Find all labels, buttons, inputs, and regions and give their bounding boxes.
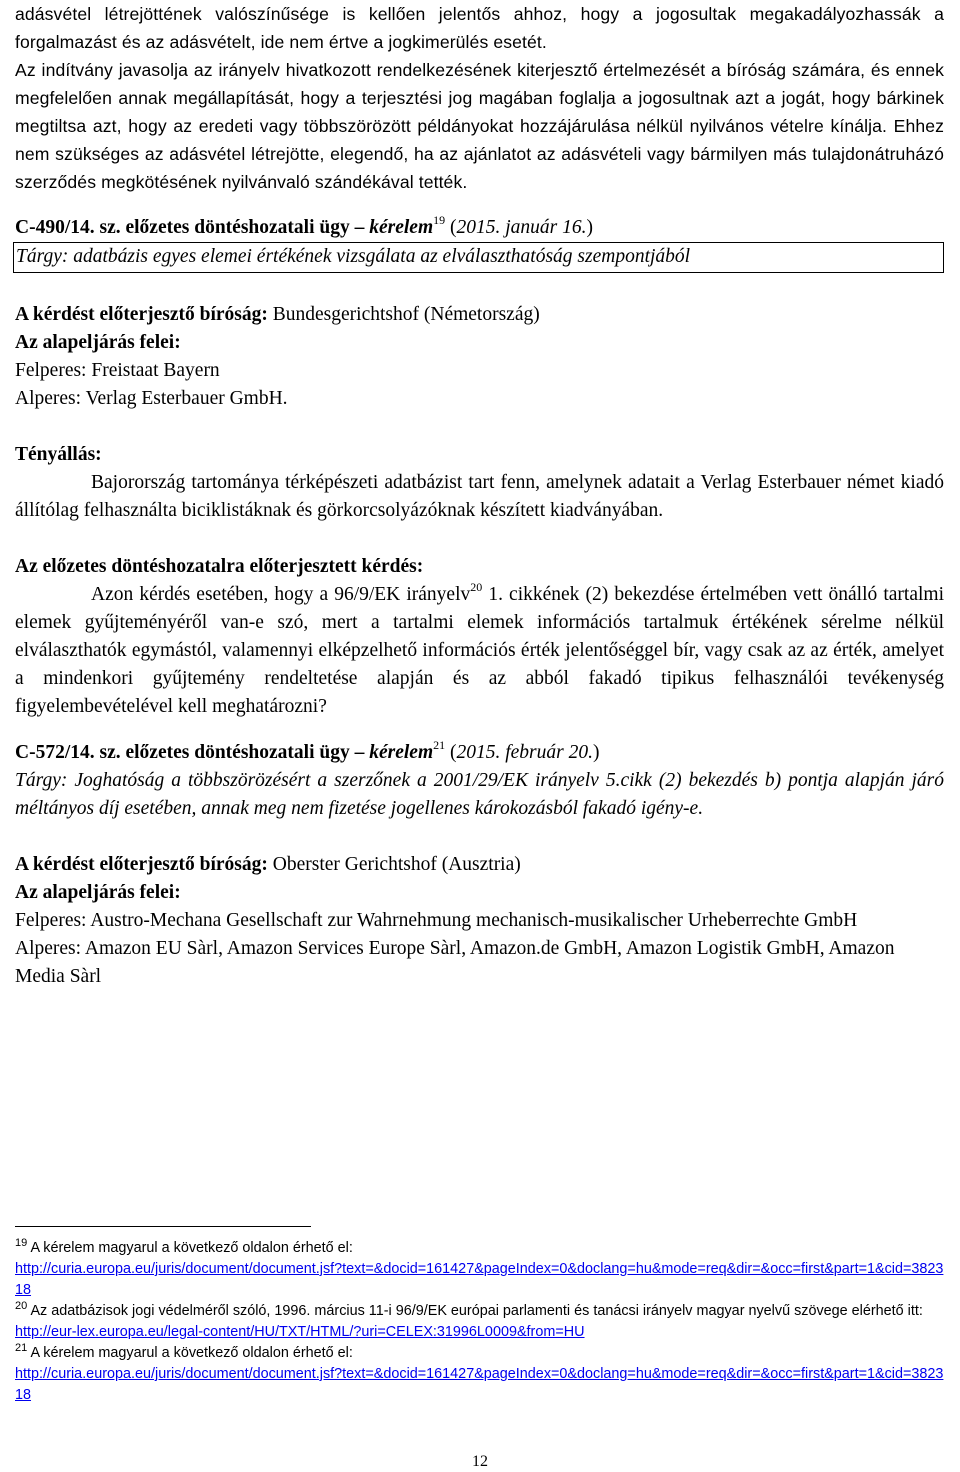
case2-heading (15, 739, 944, 767)
footnote-20-link[interactable]: http://eur-lex.europa.eu/legal-content/HU/TXT/HTML/?uri=CELEX:31996L0009&from=HU (15, 1324, 585, 1340)
page-number: 12 (472, 1453, 488, 1470)
case1-court (15, 301, 944, 329)
case2-court (15, 851, 944, 879)
case1-facts-text: Bajorország tartománya térképészeti adatbázist tart fenn, amelynek adatait a Verlag Esterbauer német kiadó állítólag felhasználta biciklistáknak és görkorcsolyázóknak készített kiadványában. (15, 472, 944, 521)
case1-facts-label: Tényállás: (15, 444, 102, 465)
case2-date-close: ) (592, 742, 600, 763)
footnotes (15, 1238, 944, 1406)
case1-date-close: ) (586, 217, 593, 238)
case2-court-value: Oberster Gerichtshof (Ausztria) (267, 854, 521, 875)
footnote-21-link[interactable]: http://curia.europa.eu/juris/document/document.jsf?text=&docid=161427&pageIndex=0&doclang=hu&mode=req&dir=&occ=first&part=1&cid=382318 (15, 1366, 944, 1403)
case2-court-label: A kérdést előterjesztő bíróság: (15, 854, 268, 875)
footnote-19 (15, 1238, 944, 1259)
footnote-19-text: A kérelem magyarul a következő oldalon érhető el: (27, 1240, 353, 1256)
case1-defendant: Alperes: Verlag Esterbauer GmbH. (15, 388, 288, 409)
case2-subject: Tárgy: Joghatóság a többszörözésért a szerzőnek a 2001/29/EK irányelv 5.cikk (2) bekezdés b) pontja alapján járó méltányos díj esetében, annak meg nem fizetése jogellenes károkozásból fakadó igény-e. (15, 770, 944, 819)
footnote-19-number: 19 (15, 1237, 28, 1249)
case2-plaintiff: Felperes: Austro-Mechana Gesellschaft zur Wahrnehmung mechanisch-musikalischer Urheberrechte GmbH (15, 910, 858, 931)
footnote-20-text: Az adatbázisok jogi védelméről szóló, 1996. március 11-i 96/9/EK európai parlamenti és tanácsi irányelv magyar nyelvű szövege elérhető itt: (27, 1303, 923, 1319)
footnote-21-number: 21 (15, 1342, 28, 1354)
document-body (15, 0, 944, 991)
case1-plaintiff: Felperes: Freistaat Bayern (15, 360, 220, 381)
case2-defendant: Alperes: Amazon EU Sàrl, Amazon Services Europe Sàrl, Amazon.de GmbH, Amazon Logistik GmbH, Amazon Media Sàrl (15, 938, 895, 987)
case1-question-b: 1. cikkének (2) bekezdése értelmében vett önálló tartalmi elemek gyűjteményéről van-e szó, mert a tartalmi elemek információs tartalmuk értékének sérelme nélkül elválaszthatók egymástól, valamennyi elképzelhető információs érték jelentőséggel bír, vagy csak az az érték, amelyet a mindenkori gyűjtemény rendeltetése alapján és az abból fakadó tipikus felhasználói tevékenység figyelembevételével kell meghatározni? (15, 584, 944, 717)
case2-parties-label: Az alapeljárás felei: (15, 882, 181, 903)
case1-question-label: Az előzetes döntéshozatalra előterjesztett kérdés: (15, 556, 424, 577)
case1-question-text (15, 581, 944, 721)
intro-paragraph-1: adásvétel létrejöttének valószínűsége is kellően jelentős ahhoz, hogy a jogosultak megakadályozhassák a forgalmazást és az adásvételt, ide nem értve a jogkimerülés esetét. (15, 4, 944, 52)
case1-court-value: Bundesgerichtshof (Németország) (267, 304, 540, 325)
intro-paragraph-2 (15, 56, 944, 196)
case1-question-a: Azon kérdés esetében, hogy a 96/9/EK irányelv (91, 584, 471, 605)
case2-date: 2015. február 20. (456, 742, 593, 763)
case1-date: 2015. január 16. (456, 217, 587, 238)
case1-court-label: A kérdést előterjesztő bíróság: (15, 304, 268, 325)
case1-date-open: ( (445, 217, 457, 238)
case1-request: kérelem (369, 217, 434, 238)
footnote-19-link[interactable]: http://curia.europa.eu/juris/document/document.jsf?text=&docid=161427&pageIndex=0&doclang=hu&mode=req&dir=&occ=first&part=1&cid=382318 (15, 1261, 944, 1298)
footnote-21-text: A kérelem magyarul a következő oldalon érhető el: (27, 1345, 353, 1361)
case2-footnote-ref[interactable]: 21 (433, 738, 446, 752)
footnote-20-number: 20 (15, 1300, 28, 1312)
case1-heading (15, 214, 944, 242)
footnote-21 (15, 1343, 944, 1364)
intro-paragraph-2b: Ehhez nem szükséges az adásvétel létrejötte, elegendő, ha az ajánlatot az adásvételi vagy bármilyen más tulajdonátruházó szerződés megkötésének nyilvánvaló szándékával tették. (15, 116, 944, 192)
footnote-separator (15, 1226, 311, 1227)
case2-date-open: ( (445, 742, 457, 763)
case1-question-footnote-ref[interactable]: 20 (470, 580, 483, 594)
case1-footnote-ref[interactable]: 19 (433, 213, 446, 227)
case1-number: C-490/14. sz. előzetes döntéshozatali ügy – (15, 217, 370, 238)
intro-paragraph-2a: Az indítvány javasolja az irányelv hivatkozott rendelkezésének kiterjesztő értelmezését a bíróság számára, és ennek megfelelően annak megállapítását, hogy a terjesztési jog magában foglalja a jogosultnak azt a jogát, hogy bárkinek megtiltsa azt, hogy az eredeti vagy többszörözött példányokat hozzájárulása nélkül nyilvános vételre kínálja. (15, 60, 944, 136)
case1-parties-label: Az alapeljárás felei: (15, 332, 181, 353)
case2-number: C-572/14. sz. előzetes döntéshozatali ügy – (15, 742, 370, 763)
case1-subject: Tárgy: adatbázis egyes elemei értékének vizsgálata az elválaszthatóság szempontjából (13, 242, 944, 273)
case2-request: kérelem (369, 742, 434, 763)
footnote-20 (15, 1301, 944, 1322)
